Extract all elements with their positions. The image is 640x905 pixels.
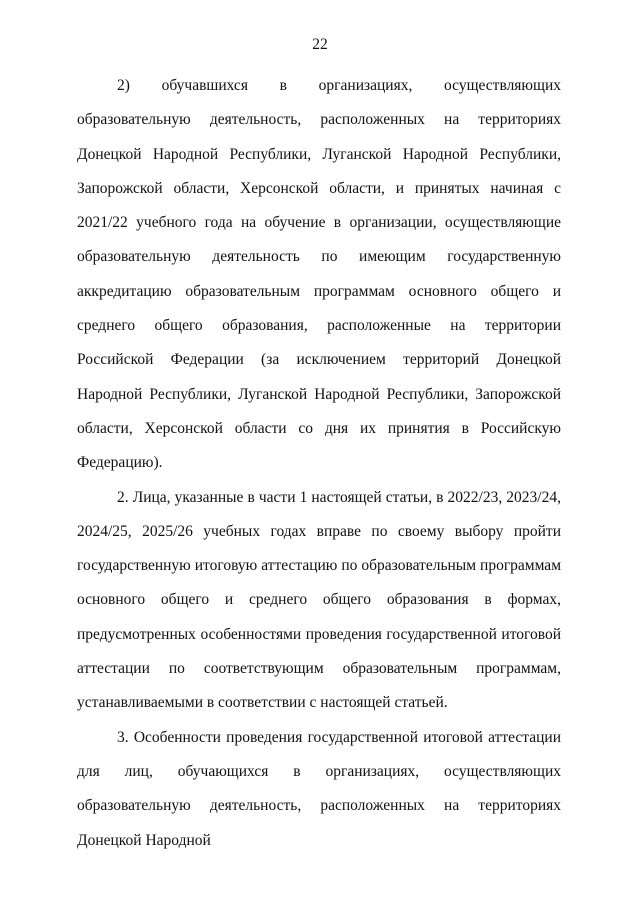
paragraph-part-2: 2. Лица, указанные в части 1 настоящей статьи, в 2022/23, 2023/24, 2024/25, 2025/26 учебных годах вправе по своему выбору пройти государственную итоговую аттестацию по образовательным программам основного общего и среднего общего образования в формах, предусмотренных особенностями проведения государственной итоговой аттестации по соответствующим образовательным программам, устанавливаемыми в соответствии с настоящей статьей. (77, 488, 561, 712)
document-body (77, 69, 561, 858)
paragraph-part-3: 3. Особенности проведения государственной итоговой аттестации для лиц, обучающихся в организациях, осуществляющих образовательную деятельность, расположенных на территориях Донецкой Народной (77, 728, 561, 849)
page-number: 22 (312, 36, 328, 53)
paragraph-item-2: 2) обучавшихся в организациях, осуществляющих образовательную деятельность, расположенных на территориях Донецкой Народной Республики, Луганской Народной Республики, Запорожской области, Херсонской области, и принятых начиная с 2021/22 учебного года на обучение в организации, осуществляющие образовательную деятельность по имеющим государственную аккредитацию образовательным программам основного общего и среднего общего образования, расположенные на территории Российской Федерации (за исключением территорий Донецкой Народной Республики, Луганской Народной Республики, Запорожской области, Херсонской области со дня их принятия в Российскую Федерацию). (77, 77, 561, 472)
